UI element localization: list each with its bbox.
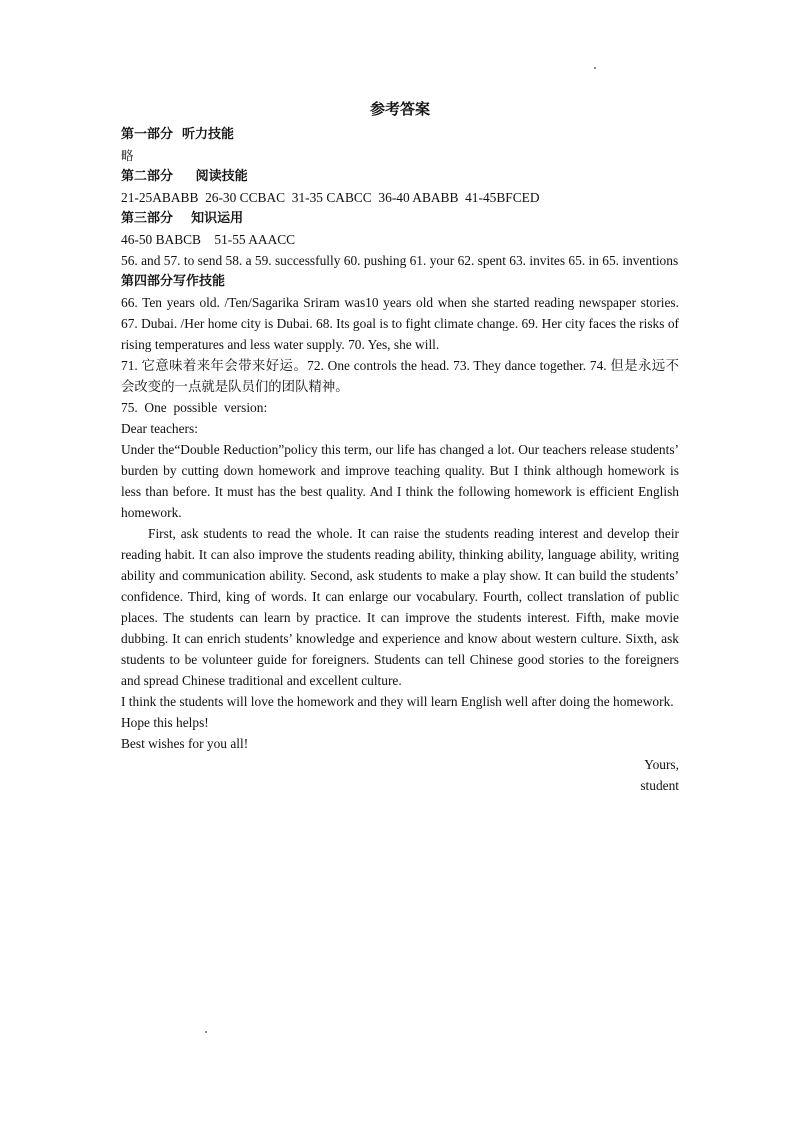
essay-signoff: Yours, [644, 757, 679, 772]
scan-speck [205, 1031, 207, 1033]
essay-salutation: Dear teachers: [121, 421, 198, 436]
scan-speck [594, 67, 596, 69]
part4-heading: 第四部分写作技能 [121, 274, 226, 289]
page-title: 参考答案 [369, 100, 430, 118]
part4-answers-66-70: 66. Ten years old. /Ten/Sagarika Sriram was10 years old when she started reading newspaper stories. 67. Dubai. /Her home city is Dubai. 68. Its goal is to fight climate change. 69. Her city faces the risks of rising temperatures and less water supply. 70. Yes, she will. [121, 295, 679, 352]
essay-intro: 75. One possible version: [121, 400, 268, 415]
part1-heading: 第一部分 听力技能 [121, 127, 235, 142]
essay-paragraph-3: I think the students will love the homework and they will learn English well after doing the homework. [121, 694, 674, 709]
part3-fill-answers: 56. and 57. to send 58. a 59. successfully 60. pushing 61. your 62. spent 63. invites 65. in 65. inventions [121, 253, 679, 268]
essay-paragraph-2: First, ask students to read the whole. It can raise the students reading interest and develop their reading habit. It can also improve the students reading ability, thinking ability, language ability, writing ability and communication ability. Second, ask students to make a play show. It can build the students’ confidence. Third, king of words. It can enlarge our vocabulary. Fourth, collect translation of public places. The students can learn by practice. It can improve the students interest. Fifth, make movie dubbing. It can enrich students’ knowledge and experience and know about western culture. Sixth, ask students to be volunteer guide for foreigners. Students can tell Chinese good stories to the foreigners and spread Chinese traditional and excellent culture. [121, 526, 679, 688]
essay-signature: student [640, 778, 679, 793]
essay-paragraph-1: Under the“Double Reduction”policy this term, our life has changed a lot. Our teachers release students’ burden by cutting down homework and improve teaching quality. But I think although homework is less than before. It must has the best quality. And I think the following homework is efficient English homework. [121, 442, 679, 520]
part3-heading: 第三部分 知识运用 [121, 211, 244, 226]
answer-key-page [121, 96, 679, 796]
part4-answers-71-74: 71. 它意味着来年会带来好运。72. One controls the head. 73. They dance together. 74. 但是永远不会改变的一点就是队员们的团队精神。 [121, 358, 679, 394]
part3-choice-answers: 46-50 BABCB 51-55 AAACC [121, 232, 296, 247]
part1-content: 略 [121, 148, 134, 163]
part2-heading: 第二部分 阅读技能 [121, 169, 248, 184]
essay-closing-1: Hope this helps! [121, 715, 209, 730]
essay-closing-2: Best wishes for you all! [121, 736, 249, 751]
part2-answers: 21-25ABABB 26-30 CCBAC 31-35 CABCC 36-40 ABABB 41-45BFCED [121, 190, 540, 205]
